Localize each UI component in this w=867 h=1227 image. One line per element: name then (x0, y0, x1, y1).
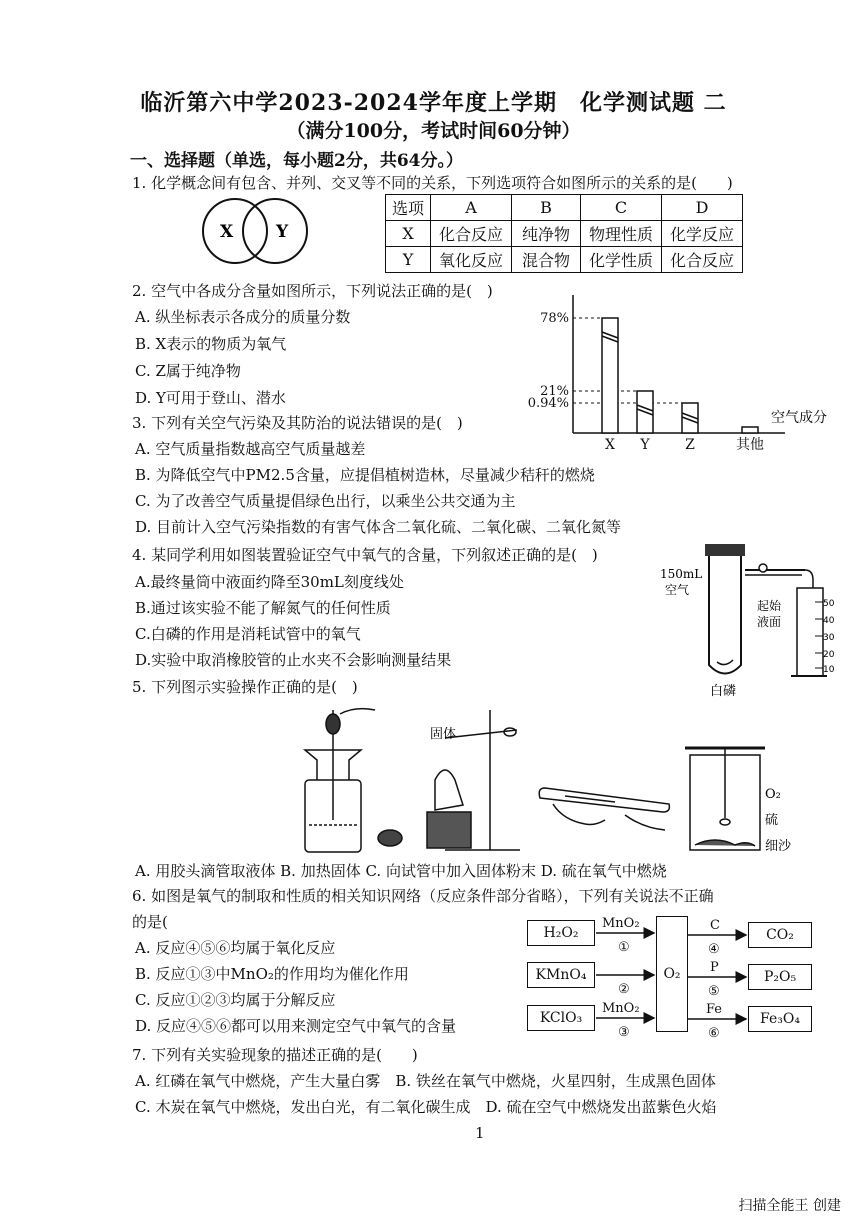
q7-stem: 7. 下列有关实验现象的描述正确的是( ) (132, 1046, 418, 1064)
q4-option-b: B.通过该实验不能了解氮气的任何性质 (135, 599, 391, 617)
venn-label-x: X (220, 222, 234, 242)
table-cell: C (581, 195, 662, 221)
page-subtitle: （满分100分，考试时间60分钟） (286, 120, 581, 142)
q7-options-line1: A. 红磷在氧气中燃烧，产生大量白雾 B. 铁丝在氧气中燃烧，火星四射，生成黑色固体 (135, 1072, 716, 1090)
table-cell: 化合反应 (431, 221, 512, 247)
product-box-p2o5: P₂O₅ (748, 964, 812, 990)
center-box-o2: O₂ (656, 916, 688, 1032)
q3-option-c: C. 为了改善空气质量提倡绿色出行，以乘坐公共交通为主 (135, 492, 516, 510)
sand-label: 细沙 (765, 839, 792, 854)
table-cell: 选项 (386, 195, 431, 221)
reagent-label: P (710, 960, 719, 975)
reagent-label: Fe (706, 1002, 723, 1017)
air-label: 空气 (665, 583, 690, 597)
x-tick-label: 其他 (736, 437, 764, 453)
tick-label: 50 (823, 599, 835, 609)
reactant-box-kclo3: KClO₃ (527, 1005, 595, 1031)
o2-label: O₂ (765, 787, 781, 802)
q2-option-c: C. Z属于纯净物 (135, 362, 241, 380)
page-title: 临沂第六中学2023-2024学年度上学期 化学测试题 二 (140, 90, 727, 116)
sulfur-label: 硫 (765, 813, 779, 828)
reactant-box-kmno4: KMnO₄ (527, 962, 595, 988)
volume-label: 150mL (660, 567, 703, 581)
q1-options-table (385, 194, 743, 273)
reaction-num: ⑥ (708, 1026, 720, 1040)
q6-option-c: C. 反应①②③均属于分解反应 (135, 991, 336, 1009)
q3-stem: 3. 下列有关空气污染及其防治的说法错误的是( ) (132, 414, 463, 432)
venn-circle-y (243, 199, 307, 263)
x-tick-label: Z (685, 437, 695, 453)
graduated-cylinder (797, 588, 823, 676)
stopper (705, 544, 745, 556)
x-tick-label: X (605, 437, 615, 453)
y-tick-label: 0.94% (527, 396, 569, 411)
clamp (759, 564, 767, 572)
x-tick-label: Y (640, 437, 650, 453)
table-header-row (386, 195, 743, 221)
q7-options-line2: C. 木炭在氧气中燃烧，发出白光，有二氧化碳生成 D. 硫在空气中燃烧发出蓝紫色火焰 (135, 1098, 717, 1116)
venn-label-y: Y (276, 222, 289, 242)
table-cell: 物理性质 (581, 221, 662, 247)
q4-option-a: A.最终量筒中液面约降至30mL刻度线处 (135, 573, 404, 591)
q2-option-d: D. Y可用于登山、潜水 (135, 389, 286, 407)
scanner-watermark: 扫描全能王 创建 (738, 1198, 841, 1214)
q3-option-b: B. 为降低空气中PM2.5含量，应提倡植树造林，尽量减少秸秆的燃烧 (135, 466, 595, 484)
q4-stem: 4. 某同学利用如图装置验证空气中氧气的含量，下列叙述正确的是( ) (132, 546, 598, 564)
table-cell: B (512, 195, 581, 221)
y-tick-label: 21% (540, 384, 569, 399)
q6-option-b: B. 反应①③中MnO₂的作用均为催化作用 (135, 965, 409, 983)
test-tube (709, 556, 741, 674)
reaction-num: ⑤ (708, 984, 720, 999)
table-cell: 纯净物 (512, 221, 581, 247)
air-composition-chart (525, 290, 867, 455)
reactant-box-h2o2: H₂O₂ (527, 920, 595, 946)
reaction-num: ④ (708, 942, 720, 957)
catalyst-label: MnO₂ (602, 1001, 640, 1016)
table-cell: X (386, 221, 431, 247)
start-label: 起始 (757, 599, 782, 613)
solid-label: 固体 (430, 727, 457, 742)
q4-option-d: D.实验中取消橡胶管的止水夹不会影响测量结果 (135, 651, 452, 669)
venn-circle-x (203, 199, 267, 263)
q2-stem: 2. 空气中各成分含量如图所示，下列说法正确的是( ) (132, 282, 493, 300)
q6-stem-line1: 6. 如图是氧气的制取和性质的相关知识网络（反应条件部分省略），下列有关说法不正确 (132, 887, 714, 905)
dropper-illustration (305, 709, 402, 852)
reaction-num: ② (618, 982, 630, 997)
q5-captions: A. 用胶头滴管取液体 B. 加热固体 C. 向试管中加入固体粉末 D. 硫在氧气中燃烧 (135, 862, 667, 880)
powder-illustration (539, 788, 669, 830)
page-number: 1 (475, 1124, 485, 1142)
q6-option-d: D. 反应④⑤⑥都可以用来测定空气中氧气的含量 (135, 1017, 457, 1035)
venn-diagram (190, 196, 330, 266)
q4-option-c: C.白磷的作用是消耗试管中的氧气 (135, 625, 361, 643)
table-row (386, 221, 743, 247)
q2-option-a: A. 纵坐标表示各成分的质量分数 (135, 308, 351, 326)
x-axis-label: 空气成分 (771, 410, 827, 426)
q3-option-a: A. 空气质量指数越高空气质量越差 (135, 440, 366, 458)
q1-stem: 1. 化学概念间有包含、并列、交叉等不同的关系，下列选项符合如图所示的关系的是( ) (132, 174, 733, 192)
reaction-num: ① (618, 940, 630, 955)
q2-option-b: B. X表示的物质为氧气 (135, 335, 287, 353)
table-cell: 氧化反应 (431, 247, 512, 273)
table-row (386, 247, 743, 273)
section-heading: 一、选择题（单选，每小题2分，共64分。） (130, 151, 463, 171)
q5-stem: 5. 下列图示实验操作正确的是( ) (132, 678, 358, 696)
reaction-num: ③ (618, 1025, 630, 1040)
q6-option-a: A. 反应④⑤⑥均属于氧化反应 (135, 939, 336, 957)
surface-label: 液面 (757, 615, 782, 629)
q6-stem-line2: 的是( (132, 913, 168, 931)
oxygen-content-apparatus (655, 540, 835, 700)
q3-option-d: D. 目前计入空气污染指数的有害气体含二氧化硫、二氧化碳、二氧化氮等 (135, 518, 622, 536)
reagent-label: C (710, 918, 720, 933)
table-cell: Y (386, 247, 431, 273)
tick-label: 40 (823, 616, 835, 626)
chart-bar (742, 427, 758, 433)
catalyst-label: MnO₂ (602, 916, 640, 931)
product-box-co2: CO₂ (748, 922, 812, 948)
tick-label: 10 (823, 665, 835, 675)
phosphorus-mark (717, 660, 733, 665)
table-cell: A (431, 195, 512, 221)
table-cell: 化学反应 (662, 221, 743, 247)
table-cell: 化合反应 (662, 247, 743, 273)
table-cell: D (662, 195, 743, 221)
q5-illustrations (295, 700, 855, 858)
table-cell: 混合物 (512, 247, 581, 273)
table-cell: 化学性质 (581, 247, 662, 273)
sulfur-burning-illustration (685, 748, 765, 850)
tick-label: 20 (823, 650, 835, 660)
y-tick-label: 78% (540, 311, 569, 326)
tick-label: 30 (823, 633, 835, 643)
product-box-fe3o4: Fe₃O₄ (748, 1006, 812, 1032)
phosphorus-label: 白磷 (710, 684, 737, 699)
reaction-network-arrows (594, 905, 750, 1040)
